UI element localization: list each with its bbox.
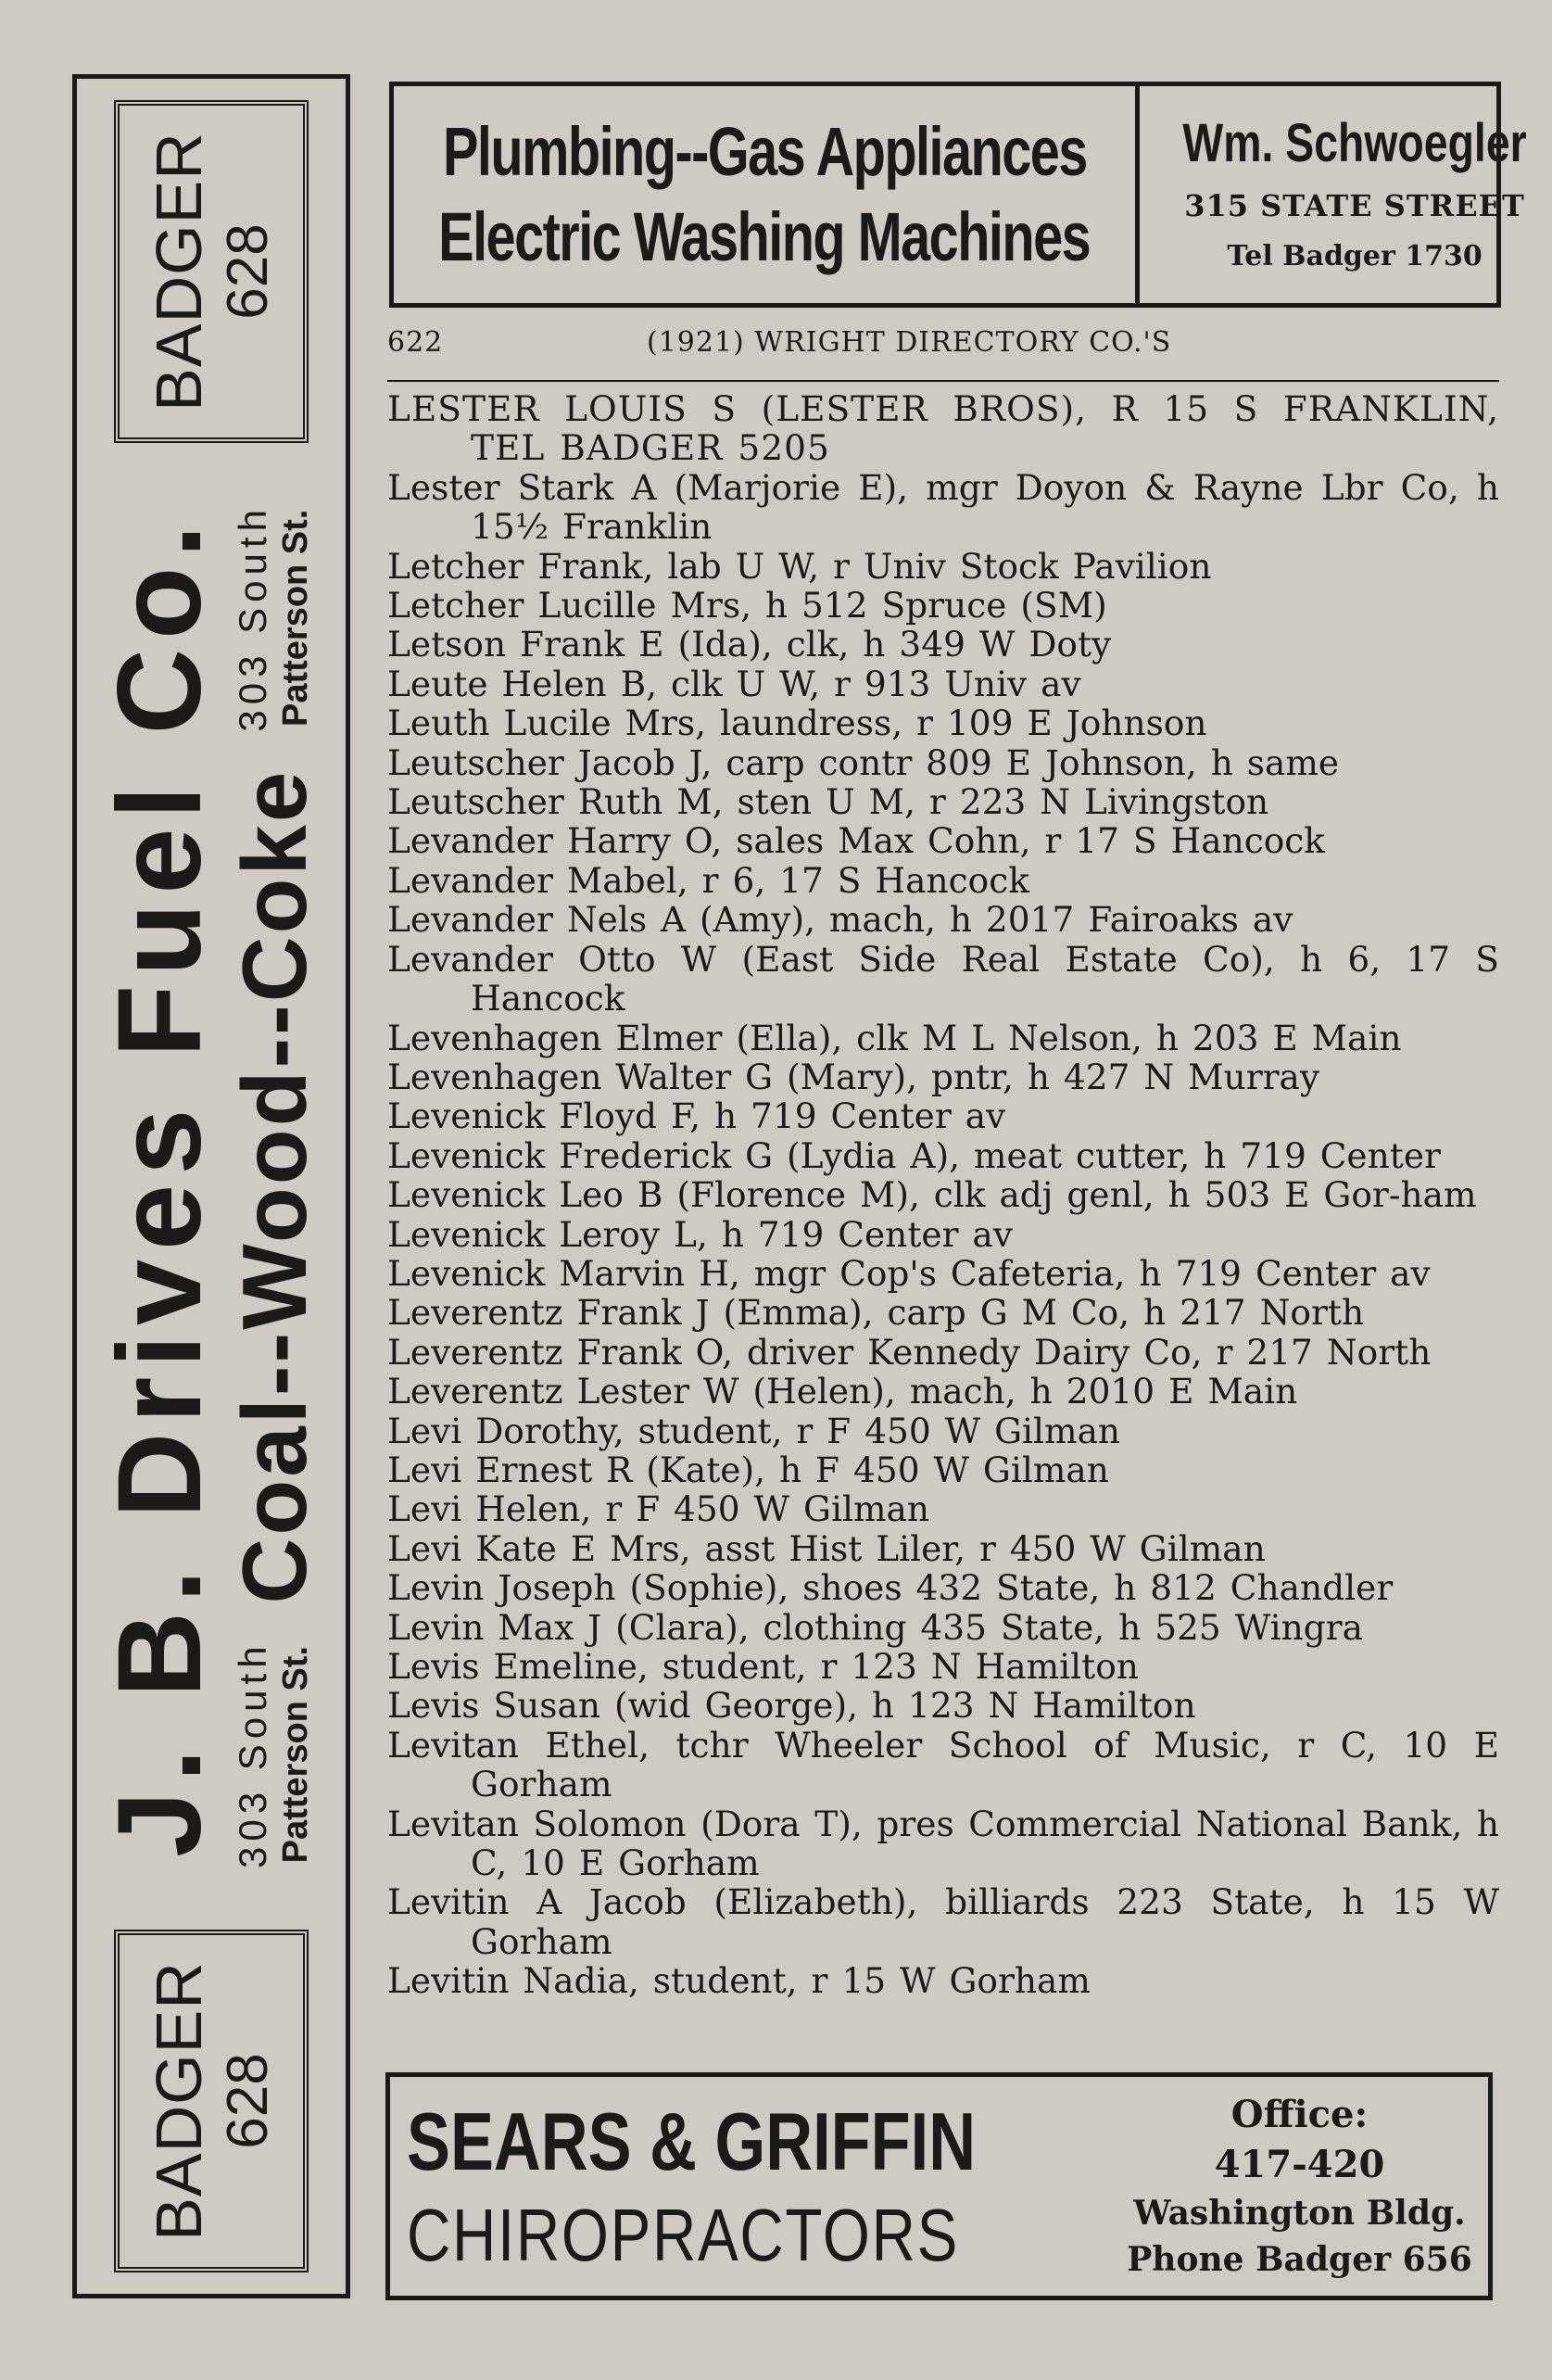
list-item: Leuth Lucile Mrs, laundress, r 109 E Johnson [387, 703, 1207, 744]
list-item: Levander Mabel, r 6, 17 S Hancock [387, 859, 1029, 901]
side-ad-center [72, 469, 350, 1904]
bottom-ad-left [390, 2077, 1111, 2296]
top-advertisement [389, 82, 1527, 308]
top-ad-contact [1140, 86, 1552, 303]
list-item: Levenick Floyd F, h 719 Center av [387, 1095, 1006, 1137]
list-item: Leutscher Ruth M, sten U M, r 223 N Livingston [387, 781, 1269, 823]
side-ad-address-left [232, 1640, 317, 1868]
list-item: Levenick Frederick G (Lydia A), meat cutter, h 719 Center [387, 1134, 1441, 1176]
list-item: Letcher Frank, lab U W, r Univ Stock Pavilion [387, 545, 1212, 587]
top-ad-phone: Tel Badger 1730 [1227, 240, 1483, 272]
list-item: Levenick Leroy L, h 719 Center av [387, 1213, 1013, 1255]
address-street: 303 South [231, 1640, 274, 1868]
list-item: Levenick Leo B (Florence M), clk adj genl, h 503 E Gor-ham [387, 1174, 1477, 1216]
page-header [387, 326, 1499, 369]
list-item: Levis Susan (wid George), h 123 N Hamilton [387, 1685, 1196, 1727]
list-item: LESTER LOUIS S (LESTER BROS), R 15 S FRANKLIN, TEL BADGER 5205 [387, 388, 1499, 469]
list-item: Levenick Marvin H, mgr Cop's Cafeteria, h 719 Center av [387, 1252, 1431, 1294]
list-item: Levitan Ethel, tchr Wheeler School of Music, r C, 10 E Gorham [387, 1724, 1499, 1805]
list-item: Levitan Solomon (Dora T), pres Commercial National Bank, h C, 10 E Gorham [387, 1803, 1499, 1884]
side-advertisement [72, 74, 350, 2298]
list-item: Levi Helen, r F 450 W Gilman [387, 1488, 930, 1530]
list-item: Levander Otto W (East Side Real Estate Co), h 6, 17 S Hancock [387, 938, 1499, 1019]
side-ad-address-right [232, 504, 317, 732]
top-ad-business-name: Wm. Schwoegler [1182, 113, 1527, 173]
badge-number: 628 [216, 223, 280, 320]
list-item: Letcher Lucille Mrs, h 512 Spruce (SM) [387, 585, 1107, 627]
list-item: Leverentz Frank O, driver Kennedy Dairy Co, r 217 North [387, 1331, 1432, 1373]
address-name: Patterson St. [276, 509, 315, 728]
office-phone: Phone Badger 656 [1127, 2240, 1472, 2279]
side-ad-products-row [223, 469, 325, 1904]
badge-label: BADGER [143, 1961, 215, 2241]
list-item: Leverentz Frank J (Emma), carp G M Co, h 217 North [387, 1292, 1365, 1334]
list-item: Letson Frank E (Ida), clk, h 349 W Doty [387, 624, 1112, 665]
bottom-ad-profession: CHIROPRACTORS [407, 2194, 959, 2276]
page-title: (1921) WRIGHT DIRECTORY CO.'S [647, 326, 1172, 359]
address-name: Patterson St. [276, 1646, 315, 1864]
list-item: Levander Nels A (Amy), mach, h 2017 Fairoaks av [387, 899, 1293, 941]
badge-number: 628 [216, 2053, 280, 2149]
top-ad-line-2: Electric Washing Machines [438, 198, 1091, 275]
list-item: Lester Stark A (Marjorie E), mgr Doyon & Rayne Lbr Co, h 15½ Franklin [387, 466, 1499, 548]
list-item: Levi Kate E Mrs, asst Hist Liler, r 450 W Gilman [387, 1527, 1266, 1569]
badge-label: BADGER [143, 132, 215, 411]
list-item: Leverentz Lester W (Helen), mach, h 2010 E Main [387, 1371, 1298, 1412]
header-divider [387, 380, 1499, 382]
top-ad-street: 315 STATE STREET [1184, 188, 1525, 223]
list-item: Leutscher Jacob J, carp contr 809 E Johnson, h same [387, 741, 1340, 783]
office-rooms: 417-420 [1214, 2143, 1385, 2186]
side-ad-products: Coal--Wood--Coke [223, 768, 325, 1604]
top-ad-services [394, 86, 1140, 303]
bottom-ad-business-name: SEARS & GRIFFIN [407, 2095, 977, 2187]
list-item: Levitin A Jacob (Elizabeth), billiards 223 State, h 15 W Gorham [387, 1881, 1499, 1962]
side-ad-phone-badge-top [114, 100, 309, 443]
directory-entries [387, 389, 1499, 2001]
bottom-advertisement [385, 2072, 1493, 2300]
list-item: Levi Ernest R (Kate), h F 450 W Gilman [387, 1449, 1109, 1490]
side-ad-content [72, 74, 350, 2298]
list-item: Levis Emeline, student, r 123 N Hamilton [387, 1646, 1139, 1687]
office-building: Washington Bldg. [1133, 2194, 1466, 2233]
page-number: 622 [387, 326, 444, 359]
address-street: 303 South [231, 504, 274, 732]
side-ad-phone-badge-bottom [114, 1930, 309, 2272]
list-item: Levin Max J (Clara), clothing 435 State, h 525 Wingra [387, 1606, 1364, 1648]
list-item: Levin Joseph (Sophie), shoes 432 State, h 812 Chandler [387, 1567, 1394, 1609]
list-item: Levenhagen Elmer (Ella), clk M L Nelson, h 203 E Main [387, 1017, 1402, 1058]
list-item: Levenhagen Walter G (Mary), pntr, h 427 N Murray [387, 1056, 1320, 1097]
bottom-ad-office [1111, 2077, 1488, 2296]
list-item: Levander Harry O, sales Max Cohn, r 17 S Hancock [387, 820, 1326, 862]
list-item: Levi Dorothy, student, r F 450 W Gilman [387, 1410, 1121, 1451]
office-label: Office: [1230, 2093, 1369, 2136]
side-ad-company-name: J. B. Drives Fuel Co. [94, 515, 226, 1857]
list-item: Leute Helen B, clk U W, r 913 Univ av [387, 663, 1081, 704]
top-ad-line-1: Plumbing--Gas Appliances [442, 113, 1087, 190]
list-item: Levitin Nadia, student, r 15 W Gorham [387, 1960, 1091, 2002]
